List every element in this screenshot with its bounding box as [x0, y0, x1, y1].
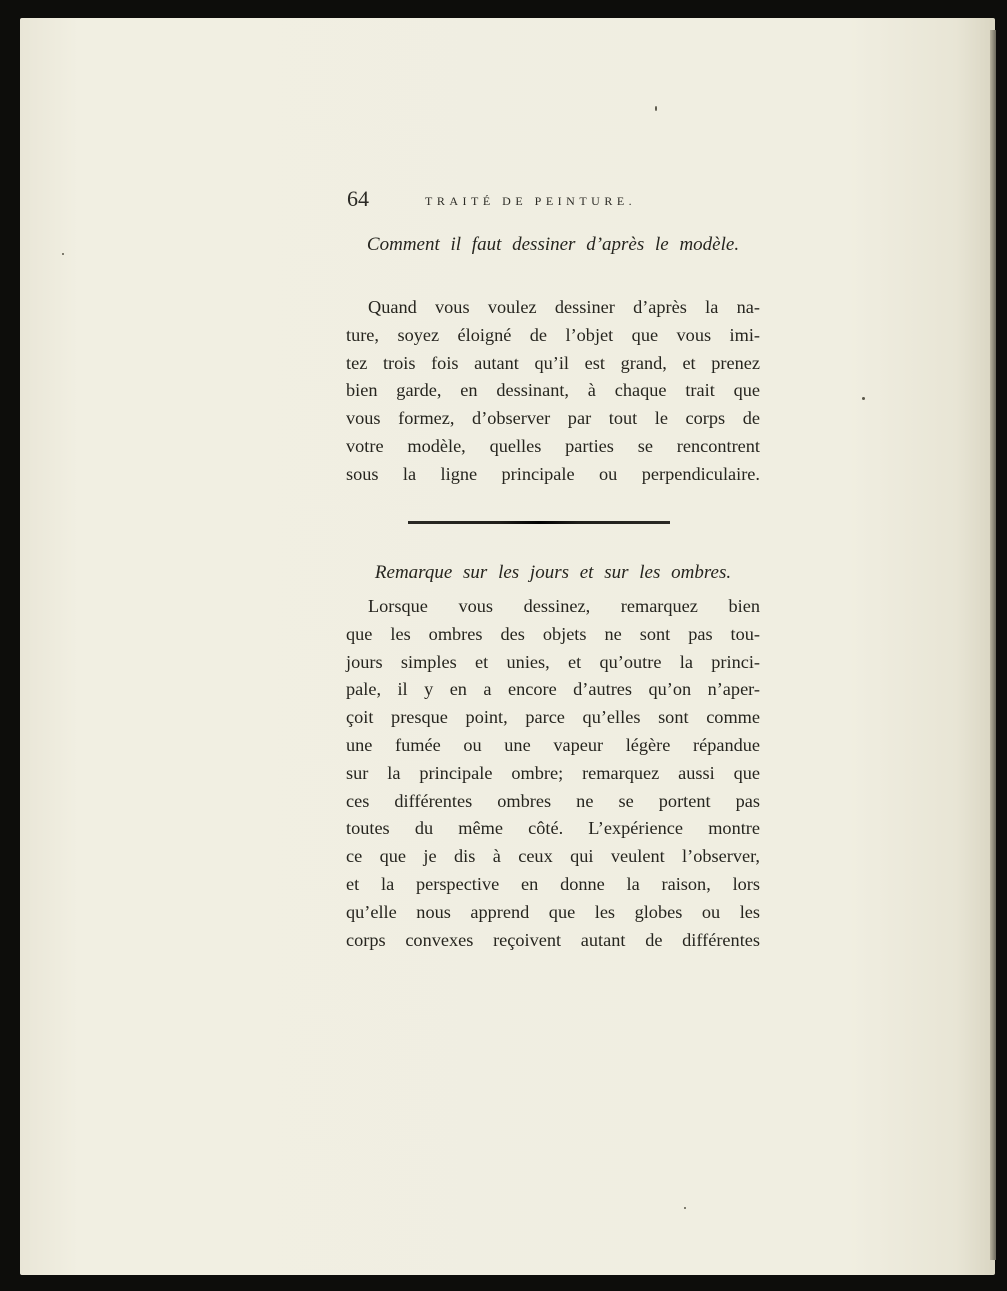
paper-speck	[62, 253, 64, 255]
section-1-paragraph	[346, 294, 760, 489]
section-divider	[408, 521, 670, 524]
text-line: corps convexes reçoivent autant de différentes	[346, 929, 760, 950]
page-number: 64	[347, 186, 369, 211]
section-title-2: Remarque sur les jours et sur les ombres.	[374, 562, 732, 583]
page-header	[347, 186, 687, 218]
text-line: ce que je dis à ceux qui veulent l’observer,	[346, 846, 760, 867]
text-line: ces différentes ombres ne se portent pas	[346, 790, 760, 811]
running-title: TRAITÉ DE PEINTURE.	[425, 194, 637, 208]
text-line: tez trois fois autant qu’il est grand, et prenez	[346, 352, 760, 373]
text-line: sur la principale ombre; remarquez aussi que	[346, 762, 760, 783]
text-line: qu’elle nous apprend que les globes ou les	[346, 901, 760, 922]
text-line: que les ombres des objets ne sont pas tou-	[346, 623, 760, 644]
text-line: vous formez, d’observer par tout le corps de	[346, 408, 760, 429]
section-2-paragraph	[346, 593, 760, 954]
paper-speck	[655, 106, 657, 111]
text-line: pale, il y en a encore d’autres qu’on n’aper-	[346, 679, 760, 700]
text-line: ture, soyez éloigné de l’objet que vous imi-	[346, 324, 760, 345]
text-line: et la perspective en donne la raison, lors	[346, 873, 760, 894]
text-line: sous la ligne principale ou perpendiculaire.	[346, 463, 760, 484]
section-title-1: Comment il faut dessiner d’après le modèle.	[366, 234, 740, 255]
paper-speck	[862, 397, 865, 400]
text-line: bien garde, en dessinant, à chaque trait que	[346, 380, 760, 401]
text-line: jours simples et unies, et qu’outre la princi-	[346, 651, 760, 672]
paper-speck	[684, 1207, 686, 1209]
page-edge	[990, 30, 996, 1260]
text-line: çoit presque point, parce qu’elles sont comme	[346, 707, 760, 728]
text-line: Lorsque vous dessinez, remarquez bien	[368, 596, 760, 616]
text-line: Quand vous voulez dessiner d’après la na-	[368, 297, 760, 317]
text-line: toutes du même côté. L’expérience montre	[346, 818, 760, 839]
text-line: votre modèle, quelles parties se rencontrent	[346, 435, 760, 456]
text-line: une fumée ou une vapeur légère répandue	[346, 734, 760, 755]
